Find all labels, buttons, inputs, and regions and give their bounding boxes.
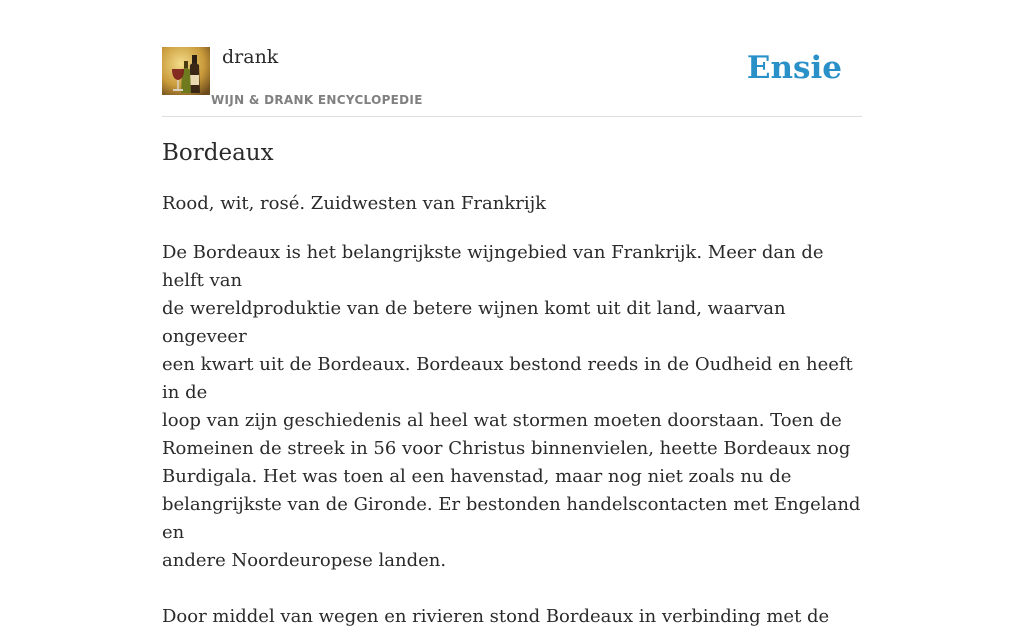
wine-bottles-icon[interactable] bbox=[162, 47, 210, 95]
article-lead: Rood, wit, rosé. Zuidwesten van Frankrijk bbox=[162, 193, 547, 214]
page-title: Bordeaux bbox=[162, 140, 274, 166]
category-link[interactable]: drank bbox=[222, 46, 279, 68]
encyclopedia-subtitle: WIJN & DRANK ENCYCLOPEDIE bbox=[211, 93, 423, 107]
header bbox=[162, 0, 862, 117]
article-body: De Bordeaux is het belangrijkste wijngebied van Frankrijk. Meer dan de helft van de wereldproduktie van de betere wijnen komt uit dit land, waarvan ongeveer een kwart uit de Bordeaux. Bordeaux bestond reeds in de Oudheid en heeft in de loop van zijn geschiedenis al heel wat stormen moeten doorstaan. Toen de Romeinen de streek in 56 voor Christus binnenvielen, heette Bordeaux nog Burdigala. Het was toen al een havenstad, maar nog niet zoals nu de belangrijkste van de Gironde. Er bestonden handelscontacten met Engeland en andere Noordeuropese landen. Door middel van wegen en rivieren stond Bordeaux in verbinding met de bbox=[162, 242, 861, 627]
page bbox=[162, 0, 862, 627]
brand-logo[interactable]: Ensie bbox=[746, 50, 842, 86]
